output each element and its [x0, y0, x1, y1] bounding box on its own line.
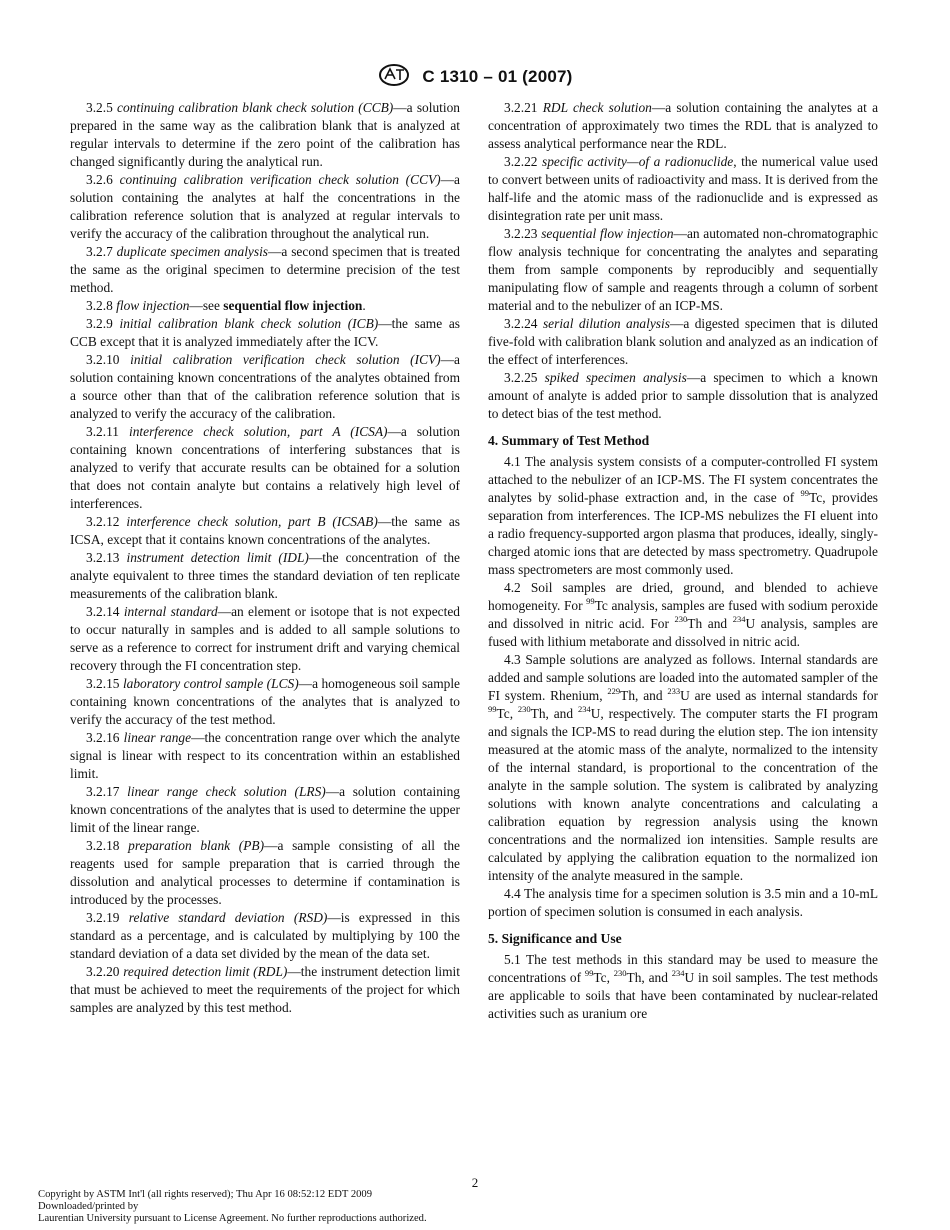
paragraph-4-3: 4.3 Sample solutions are analyzed as follows. Internal standards are added and sample solutions are loaded into the automated sampler of the FI system. Rhenium, $^{229}$Th, and $^{233}$U are used as internal standards for $^{99}$Tc, $^{230}$Th, and $^{234}$U, respectively. The computer starts the FI program and signals the ICP-MS to read during the elution step. The ion intensity measured at the atomic mass of the analyte, normalized to the intensity of the internal standard, is proportional to the concentration of the analyte in the sample solution. The system is calibrated by analyzing solutions with known analyte concentrations and calculating a calibration equation by regression analysis using the known concentrations and the normalized ion intensities. Sample results are calculated by applying the calibration equation to the normalized ion intensity of the analyte measured in the sample. [488, 652, 878, 883]
section-5-heading: 5. Significance and Use [488, 931, 622, 946]
document-header [0, 63, 950, 87]
definition-3-2-22: 3.2.22 specific activity—of a radionuclide, the numerical value used to convert between units of radioactivity and mass. It is derived from the half-life and the atomic mass of the radionuclide and is expressed as disintegration rate per unit mass. [488, 154, 878, 223]
definition-3-2-19: 3.2.19 relative standard deviation (RSD)—is expressed in this standard as a percentage, and is calculated by multiplying by 100 the standard deviation of a data set divided by the mean of the data set. [70, 910, 460, 961]
definition-3-2-9: 3.2.9 initial calibration blank check solution (ICB)—the same as CCB except that it is analyzed immediately after the ICV. [70, 316, 460, 349]
definition-3-2-23: 3.2.23 sequential flow injection—an automated non-chromatographic flow analysis technique for concentrating the analytes and separating them from sample components by reproducibly and sequentially manipulating flow of sample and reagents through a column of sorbent material and to the nebulizer of an ICP-MS. [488, 226, 878, 313]
definition-3-2-17: 3.2.17 linear range check solution (LRS)—a solution containing known concentrations of the analytes that is used to determine the upper limit of the linear range. [70, 784, 460, 835]
definition-3-2-12: 3.2.12 interference check solution, part B (ICSAB)—the same as ICSA, except that it contains known concentrations of the analytes. [70, 514, 460, 547]
definition-3-2-24: 3.2.24 serial dilution analysis—a digested specimen that is diluted five-fold with calibration blank solution and analyzed as an indication of the effect of interferences. [488, 316, 878, 367]
paragraph-5-1: 5.1 The test methods in this standard may be used to measure the concentrations of $^{99}$Tc, $^{230}$Th, and $^{234}$U in soil samples. The test methods are applicable to soils that have been contaminated by nuclear-related activities such as uranium ore [488, 952, 878, 1021]
left-column [70, 99, 460, 1017]
paragraph-4-2: 4.2 Soil samples are dried, ground, and blended to achieve homogeneity. For $^{99}$Tc analysis, samples are fused with sodium peroxide and dissolved in nitric acid. For $^{230}$Th and $^{234}$U analysis, samples are fused with lithium metaborate and dissolved in nitric acid. [488, 580, 878, 649]
copyright-footer [38, 1189, 427, 1225]
definition-3-2-11: 3.2.11 interference check solution, part A (ICSA)—a solution containing known concentrations of interfering substances that is analyzed to verify that accurate results can be obtained for a solution that does not contain analyte but contains a relatively high level of interferences. [70, 424, 460, 511]
definition-3-2-8: 3.2.8 flow injection—see sequential flow injection. [86, 298, 366, 313]
astm-logo-icon [377, 63, 411, 87]
definition-3-2-10: 3.2.10 initial calibration verification check solution (ICV)—a solution containing known concentrations of the analytes obtained from a source other than that of the calibration reference solution that is analyzed to verify the accuracy of the calibration. [70, 352, 460, 421]
definition-3-2-15: 3.2.15 laboratory control sample (LCS)—a homogeneous soil sample containing known concentrations of the analytes that is analyzed to verify the accuracy of the test method. [70, 676, 460, 727]
definition-3-2-13: 3.2.13 instrument detection limit (IDL)—the concentration of the analyte equivalent to three times the standard deviation of ten replicate measurements of the calibration blank. [70, 550, 460, 601]
document-title: C 1310 – 01 (2007) [422, 67, 573, 86]
right-column [488, 99, 878, 1023]
footer-line-1: Copyright by ASTM Int'l (all rights reserved); Thu Apr 16 08:52:12 EDT 2009 [38, 1189, 373, 1200]
paragraph-4-4: 4.4 The analysis time for a specimen solution is 3.5 min and a 10-mL portion of specimen solution is consumed in each analysis. [488, 886, 878, 919]
definition-3-2-6: 3.2.6 continuing calibration verification check solution (CCV)—a solution containing the analytes at half the concentrations in the calibration reference solution that is analyzed at regular intervals to verify the accuracy of the calibration throughout the analytical run. [70, 172, 460, 241]
definition-3-2-7: 3.2.7 duplicate specimen analysis—a second specimen that is treated the same as the original specimen to determine precision of the test method. [70, 244, 460, 295]
page-number: 2 [471, 1175, 479, 1190]
definition-3-2-18: 3.2.18 preparation blank (PB)—a sample consisting of all the reagents used for sample preparation that is carried through the dissolution and analytical processes to determine if contamination is introduced by the processes. [70, 838, 460, 907]
section-4-heading: 4. Summary of Test Method [488, 433, 650, 448]
footer-line-2: Downloaded/printed by [38, 1201, 139, 1212]
definition-3-2-25: 3.2.25 spiked specimen analysis—a specimen to which a known amount of analyte is added prior to sample dissolution that is analyzed to detect bias of the test method. [488, 370, 878, 421]
paragraph-4-1: 4.1 The analysis system consists of a computer-controlled FI system attached to the nebulizer of an ICP-MS. The FI system concentrates the analytes by solid-phase extraction and, in the case of $^{99}$Tc, provides separation from interferences. The ICP-MS nebulizes the FI eluent into a radio frequency-supported argon plasma that produces, ideally, singly-charged atomic ions that are detected by mass spectrometry. Quadrupole mass spectrometers are most commonly used. [488, 454, 879, 577]
definition-3-2-5: 3.2.5 continuing calibration blank check solution (CCB)—a solution prepared in the same way as the calibration blank that is analyzed at regular intervals to determine if the zero point of the calibration has changed significantly during the analytical run. [70, 100, 460, 169]
footer-line-3: Laurentian University pursuant to License Agreement. No further reproductions authorized. [38, 1213, 427, 1224]
definition-3-2-16: 3.2.16 linear range—the concentration range over which the analyte signal is linear with respect to its concentration within an established limit. [70, 730, 460, 781]
definition-3-2-21: 3.2.21 RDL check solution—a solution containing the analytes at a concentration of approximately two times the RDL that is analyzed to assess analytical performance near the RDL. [488, 100, 879, 151]
definition-3-2-14: 3.2.14 internal standard—an element or isotope that is not expected to occur naturally in samples and is added to all sample solutions to serve as a reference to correct for instrument drift and varying chemical recovery through the FI concentration step. [70, 604, 460, 673]
definition-3-2-20: 3.2.20 required detection limit (RDL)—the instrument detection limit that must be achieved to meet the requirements of the project for which samples are analyzed by this test method. [70, 964, 460, 1015]
